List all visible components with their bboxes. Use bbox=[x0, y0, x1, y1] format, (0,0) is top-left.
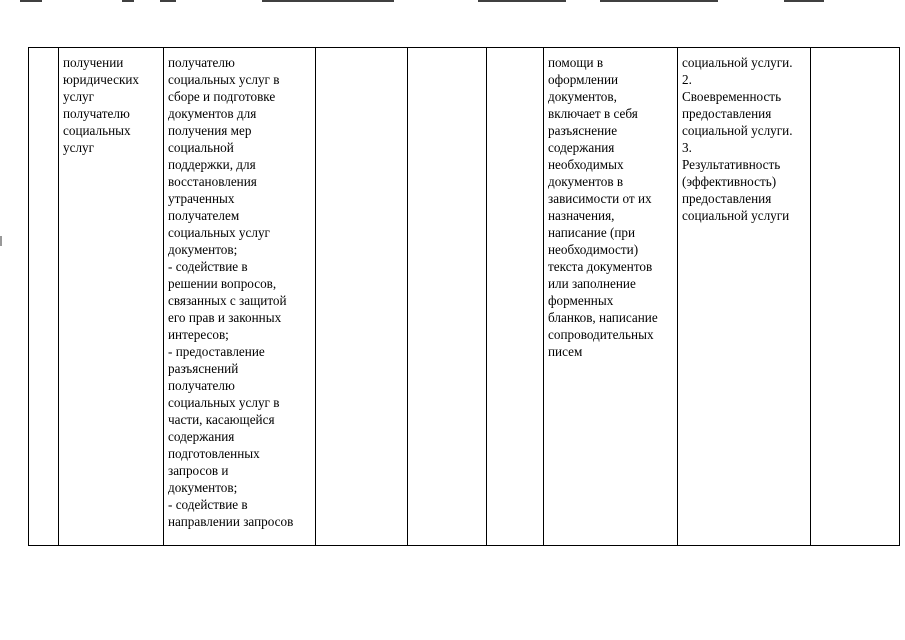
scan-line bbox=[20, 0, 42, 2]
cell-provision-conditions: помощи в оформлении документов, включает в себя разъяснение содержания необходимых документов в зависимости от их назначения, написание (при необходимости) текста документов или заполнение форменных бланков, написание сопроводительных писем bbox=[544, 48, 678, 546]
scan-line bbox=[478, 0, 566, 2]
scan-line bbox=[600, 0, 718, 2]
cell-service-name: получении юридических услуг получателю социальных услуг bbox=[59, 48, 164, 546]
scan-line bbox=[160, 0, 176, 2]
cell-empty-6 bbox=[487, 48, 544, 546]
scan-line bbox=[262, 0, 394, 2]
cell-quality-indicators: социальной услуги. 2. Своевременность предоставления социальной услуги. 3. Результативность (эффективность) предоставления социальной услуги bbox=[678, 48, 811, 546]
table-row bbox=[29, 48, 900, 546]
cell-empty-9 bbox=[811, 48, 900, 546]
cell-empty-5 bbox=[408, 48, 487, 546]
cell-service-description: получателю социальных услуг в сборе и подготовке документов для получения мер социальной поддержки, для восстановления утраченных получателем социальных услуг документов; - содействие в решении вопросов, связанных с защитой его прав и законных интересов; - предоставление разъяснений получателю социальных услуг в части, касающейся содержания подготовленных запросов и документов; - содействие в направлении запросов bbox=[164, 48, 316, 546]
cell-number bbox=[29, 48, 59, 546]
scan-margin-mark bbox=[0, 236, 2, 246]
scan-line bbox=[122, 0, 134, 2]
scan-line bbox=[784, 0, 824, 2]
services-table bbox=[28, 47, 900, 546]
cell-empty-4 bbox=[316, 48, 408, 546]
